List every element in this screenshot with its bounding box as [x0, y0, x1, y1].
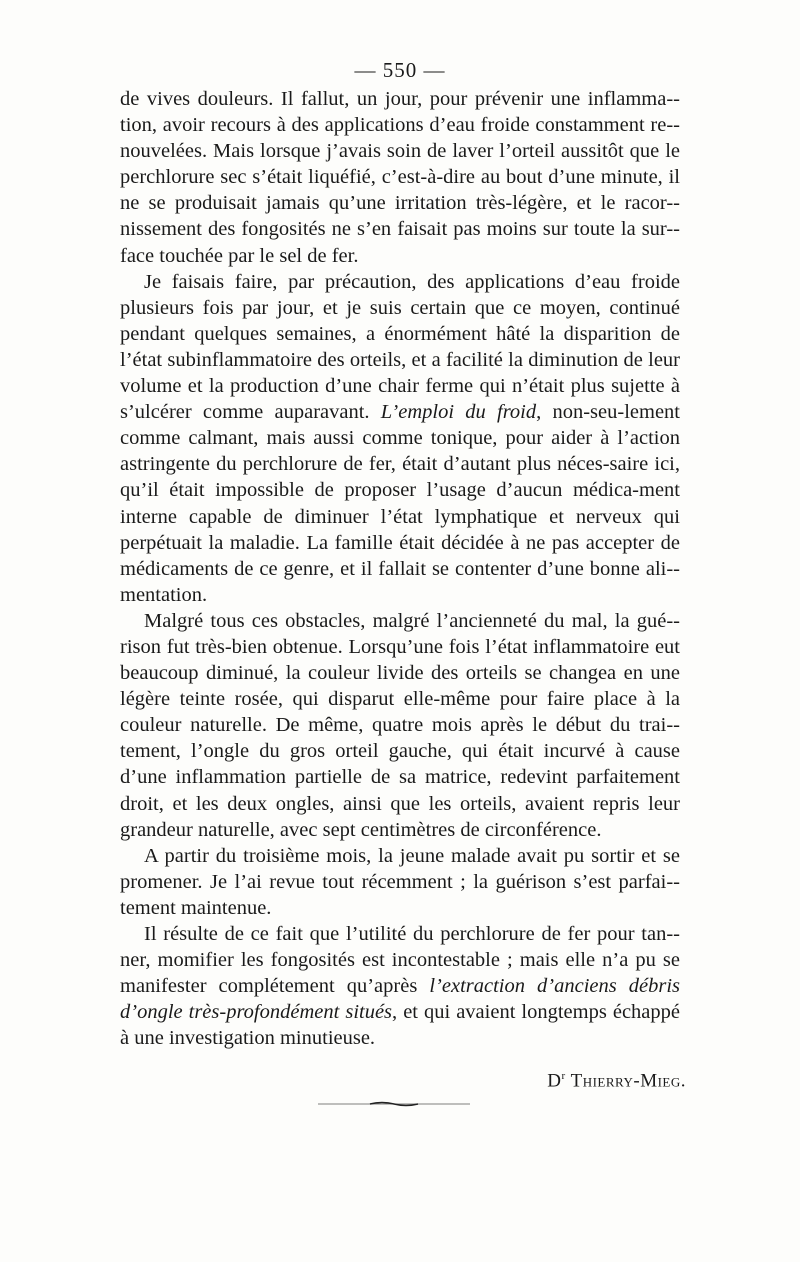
paragraph-1: de vives douleurs. Il fallut, un jour, pour prévenir une inflamma-tion, avoir recours à des applications d’eau froide constamment re-nouvelées. Mais lorsque j’avais soin de laver l’orteil aussitôt que le perchlorure sec s’était liquéfié, c’est-à-dire au bout d’une minute, il ne se produisait jamais qu’une irritation très-légère, et le racor-nissement des fongosités ne s’en faisait pas moins sur toute la sur-face touchée par le sel de fer.: [120, 88, 680, 267]
paragraph-4: A partir du troisième mois, la jeune malade avait pu sortir et se promener. Je l’ai revue tout récemment ; la guérison s’est parfai-tement maintenue.: [120, 844, 680, 919]
page-number: — 550 —: [354, 58, 446, 82]
paragraph-5-text-b: , et qui avaient longtemps échappé à une investigation minutieuse.: [120, 1001, 680, 1050]
paragraph-3: Malgré tous ces obstacles, malgré l’ancienneté du mal, la gué-rison fut très-bien obtenue. Lorsqu’une fois l’état inflammatoire eut beaucoup diminué, la couleur livide des orteils se changea en une légère teinte rosée, qui disparut elle-même pour faire place à la couleur naturelle. De même, quatre mois après le début du trai-tement, l’ongle du gros orteil gauche, qui était incurvé à cause d’une inflammation partielle de sa matrice, redevint parfaitement droit, et les deux ongles, ainsi que les orteils, avaient repris leur grandeur naturelle, avec sept centimètres de circonférence.: [120, 609, 680, 841]
signature-title: D: [547, 1070, 562, 1092]
paragraph-2-italic: L’emploi du froid: [380, 401, 537, 424]
body-text: [120, 86, 680, 1051]
paragraph-2-text-b: , non-seu-lement comme calmant, mais aussi comme tonique, pour aider à l’action astringente du perchlorure de fer, était d’autant plus néces-saire ici, qu’il était impossible de proposer l’usage d’aucun médica-ment interne capable de diminuer l’état lymphatique et nerveux qui perpétuait la maladie. La famille était décidée à ne pas accepter de médicaments de ce genre, et il fallait se contenter d’une bonne ali-mentation.: [120, 401, 680, 606]
author-signature: [547, 1070, 686, 1092]
paragraph-2-text-a: Je faisais faire, par précaution, des applications d’eau froide plusieurs fois par jour, et je suis certain que ce moyen, continué pendant quelques semaines, a énormément hâté la disparition de l’état subinflammatoire des orteils, et a facilité la diminution de leur volume et la production d’une chair ferme qui n’était plus sujette à s’ulcérer comme auparavant.: [120, 270, 680, 424]
paragraph-5-text-a: Il résulte de ce fait que l’utilité du perchlorure de fer pour tan-ner, momifier les fongosités est incontestable ; mais elle n’a pu se manifester complétement qu’après: [120, 923, 680, 998]
paragraph-5: [120, 921, 680, 1051]
paragraph-2: [120, 269, 680, 608]
end-ornament-rule: [318, 1101, 470, 1107]
signature-title-sup: r: [561, 1070, 566, 1082]
signature-name: Thierry-Mieg.: [570, 1070, 686, 1092]
paragraph-5-italic: l’extraction d’anciens débris d’ongle très-profondément situés: [120, 975, 680, 1024]
